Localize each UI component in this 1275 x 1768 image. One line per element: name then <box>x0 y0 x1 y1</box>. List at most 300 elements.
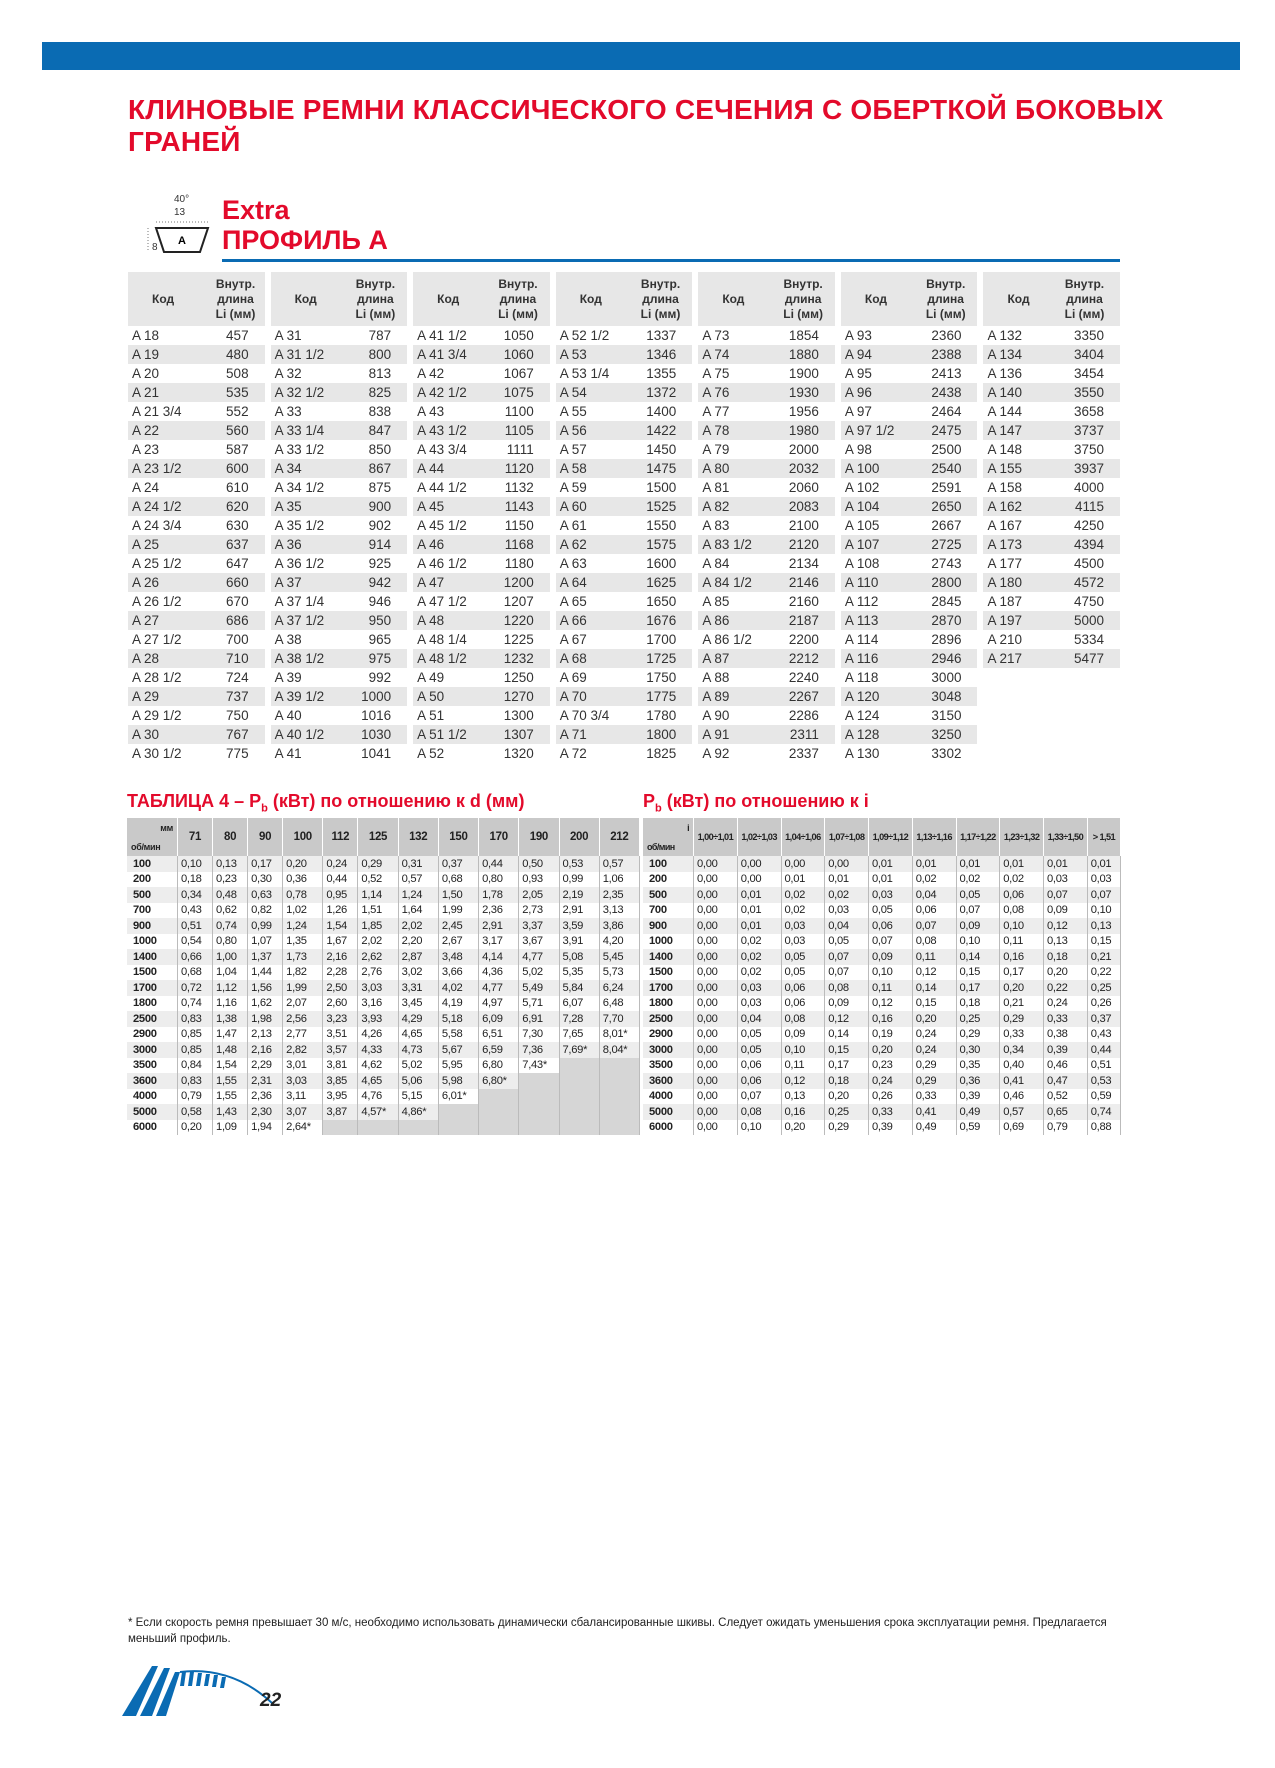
table-row <box>556 630 693 649</box>
page-number: 22 <box>260 1690 282 1711</box>
table-row <box>128 364 265 383</box>
belt-length: 1372 <box>629 383 693 402</box>
profile-title: ПРОФИЛЬ A <box>222 225 388 255</box>
power-value: 0,06 <box>737 1073 781 1089</box>
power-value: 0,40 <box>1000 1058 1044 1074</box>
belt-length: 1600 <box>646 556 677 571</box>
belt-code: A 75 <box>702 366 730 381</box>
length-column <box>841 272 978 763</box>
power-value: 2,28 <box>323 965 358 981</box>
power-value: 0,00 <box>694 996 738 1012</box>
power-value: 0,62 <box>213 903 248 919</box>
belt-length: 902 <box>368 518 392 533</box>
belt-code: A 70 <box>556 687 629 706</box>
belt-length: 2540 <box>914 459 978 478</box>
power-value: 0,29 <box>912 1058 956 1074</box>
power-value: 0,00 <box>694 1104 738 1120</box>
power-value: 0,24 <box>323 856 358 872</box>
belt-code: A 20 <box>132 366 160 381</box>
belt-length: 4572 <box>1049 573 1120 592</box>
belt-length: 552 <box>226 404 249 419</box>
belt-code: A 47 1/2 <box>417 594 467 609</box>
belt-code: A 46 1/2 <box>417 556 467 571</box>
power-value: 0,13 <box>781 1089 825 1105</box>
table-row <box>271 649 408 668</box>
belt-code: A 51 1/2 <box>413 725 486 744</box>
belt-code: A 57 <box>559 442 587 457</box>
power-value: 1,56 <box>248 980 283 996</box>
power-value: 5,06 <box>398 1073 438 1089</box>
table-row <box>556 364 693 383</box>
power-value: 0,26 <box>869 1089 913 1105</box>
table-row <box>128 668 265 687</box>
power-value: 1,14 <box>358 887 398 903</box>
table-row <box>271 554 408 573</box>
power-value: 0,06 <box>737 1058 781 1074</box>
belt-length: 3250 <box>914 725 978 744</box>
power-value: 0,00 <box>694 1027 738 1043</box>
power-value: 0,23 <box>213 872 248 888</box>
power-value: 0,20 <box>781 1120 825 1136</box>
belt-length: 1400 <box>646 404 677 419</box>
belt-length: 1030 <box>344 725 408 744</box>
power-value: 0,44 <box>479 856 519 872</box>
power-value: 5,98 <box>438 1073 478 1089</box>
power-value: 5,02 <box>398 1058 438 1074</box>
table-row <box>271 345 408 364</box>
table-row <box>556 326 693 345</box>
power-value: 0,11 <box>781 1058 825 1074</box>
table-row <box>556 497 693 516</box>
power-value: 0,34 <box>178 887 213 903</box>
power-value <box>599 1104 639 1120</box>
power-value: 3,45 <box>398 996 438 1012</box>
power-value: 0,11 <box>912 949 956 965</box>
power-value: 5,49 <box>519 980 559 996</box>
length-header-line: Li (мм) <box>215 306 256 321</box>
power-value: 2,13 <box>248 1027 283 1043</box>
belt-length: 2267 <box>771 687 835 706</box>
power-value: 2,76 <box>358 965 398 981</box>
power-value: 0,20 <box>912 1011 956 1027</box>
belt-code: A 76 <box>698 383 771 402</box>
power-value: 0,12 <box>869 996 913 1012</box>
power-value: 0,08 <box>912 934 956 950</box>
table-row <box>128 554 265 573</box>
belt-code: A 39 1/2 <box>271 687 344 706</box>
belt-code: A 82 <box>698 497 771 516</box>
belt-code: A 136 <box>987 366 1023 381</box>
table-row <box>698 573 835 592</box>
power-value: 0,52 <box>1044 1089 1088 1105</box>
power-value: 0,18 <box>825 1073 869 1089</box>
power-value <box>323 1120 358 1136</box>
power-value: 0,57 <box>398 872 438 888</box>
belt-length: 3658 <box>1074 404 1105 419</box>
power-value: 0,00 <box>694 949 738 965</box>
power-value: 0,99 <box>248 918 283 934</box>
power-value: 0,01 <box>1087 856 1120 872</box>
table-row <box>128 573 265 592</box>
belt-length: 1625 <box>629 573 693 592</box>
table-row <box>698 497 835 516</box>
table-row <box>556 592 693 611</box>
belt-length: 1956 <box>788 404 819 419</box>
column-header: 1,17÷1,22 <box>956 818 1000 856</box>
belt-code: A 41 <box>274 746 302 761</box>
rpm-value: 6000 <box>643 1120 694 1136</box>
table-row <box>413 478 550 497</box>
power-value: 0,01 <box>737 887 781 903</box>
belt-length: 3350 <box>1074 328 1105 343</box>
power-value: 2,73 <box>519 903 559 919</box>
belt-code: A 180 <box>983 573 1049 592</box>
belt-length: 5334 <box>1074 632 1105 647</box>
belt-code: A 83 <box>702 518 730 533</box>
power-value: 0,06 <box>1000 887 1044 903</box>
power-value: 3,67 <box>519 934 559 950</box>
table-row <box>271 687 408 706</box>
power-value: 1,48 <box>213 1042 248 1058</box>
table-row <box>983 478 1120 497</box>
table-row <box>413 573 550 592</box>
belt-length: 4750 <box>1074 594 1105 609</box>
power-value: 0,39 <box>869 1120 913 1136</box>
length-header <box>771 272 835 326</box>
belt-code: A 120 <box>841 687 914 706</box>
belt-length: 3550 <box>1049 383 1120 402</box>
table-row <box>698 592 835 611</box>
belt-code: A 29 1/2 <box>132 708 182 723</box>
table-row <box>698 440 835 459</box>
power-value <box>479 1089 519 1105</box>
power-value: 0,10 <box>869 965 913 981</box>
table-row <box>698 478 835 497</box>
belt-length: 2360 <box>931 328 962 343</box>
table-row <box>643 1104 1121 1120</box>
footnote: * Если скорость ремня превышает 30 м/с, необходимо использовать динамически сбалансированные шкивы. Следует ожидать уменьшения срока эксплуатации ремня. Предлагается меньший профиль. <box>128 1617 1107 1645</box>
power-value: 0,51 <box>178 918 213 934</box>
table-row <box>271 592 408 611</box>
power-value: 0,17 <box>248 856 283 872</box>
power-value: 7,30 <box>519 1027 559 1043</box>
power-value <box>599 1089 639 1105</box>
belt-length: 1346 <box>629 345 693 364</box>
power-value <box>519 1089 559 1105</box>
power-value: 0,59 <box>956 1120 1000 1136</box>
belt-code: A 84 1/2 <box>698 573 771 592</box>
table-row <box>983 421 1120 440</box>
power-value: 0,09 <box>956 918 1000 934</box>
power-value: 3,13 <box>599 903 639 919</box>
power-value: 0,06 <box>912 903 956 919</box>
belt-code: A 52 1/2 <box>559 328 610 343</box>
profile-width: 13 <box>174 207 186 218</box>
table-row <box>698 706 835 725</box>
power-value: 0,79 <box>178 1089 213 1105</box>
belt-length: 2475 <box>914 421 978 440</box>
table-row <box>841 535 978 554</box>
belt-length: 5477 <box>1049 649 1120 668</box>
power-value: 2,35 <box>599 887 639 903</box>
table-row <box>841 725 978 744</box>
power-value <box>479 1120 519 1136</box>
power-value: 6,51 <box>479 1027 519 1043</box>
rpm-value: 700 <box>643 903 694 919</box>
table-row <box>841 383 978 402</box>
column-header: 150 <box>438 818 478 856</box>
table-row <box>413 421 550 440</box>
table-row <box>556 744 693 763</box>
table-row <box>983 326 1120 345</box>
length-header-line: Внутр. <box>498 276 538 291</box>
power-value: 0,02 <box>737 949 781 965</box>
belt-code: A 69 <box>559 670 587 685</box>
belt-code: A 77 <box>702 404 730 419</box>
table-row <box>271 668 408 687</box>
power-value: 4,36 <box>479 965 519 981</box>
power-value: 1,43 <box>213 1104 248 1120</box>
power-value: 1,51 <box>358 903 398 919</box>
power-value: 2,91 <box>559 903 599 919</box>
belt-length: 1500 <box>646 480 677 495</box>
power-value: 0,22 <box>1044 980 1088 996</box>
section-divider <box>222 259 1120 262</box>
belt-length: 3454 <box>1074 366 1105 381</box>
belt-length: 750 <box>226 708 249 723</box>
rpm-value: 1400 <box>643 949 694 965</box>
power-value: 3,59 <box>559 918 599 934</box>
table-row <box>271 630 408 649</box>
belt-code: A 30 <box>128 725 207 744</box>
power-value: 0,38 <box>1044 1027 1088 1043</box>
power-value: 0,01 <box>1000 856 1044 872</box>
power-value: 0,82 <box>248 903 283 919</box>
rpm-value: 1800 <box>127 996 178 1012</box>
table-row <box>643 856 1121 872</box>
table-row <box>698 364 835 383</box>
table-row <box>413 459 550 478</box>
belt-code: A 29 <box>128 687 207 706</box>
belt-code: A 54 <box>556 383 629 402</box>
power-value: 0,05 <box>825 934 869 950</box>
unit-corner-header <box>643 818 694 856</box>
power-value: 0,49 <box>912 1120 956 1136</box>
table-row <box>556 649 693 668</box>
table-row <box>271 497 408 516</box>
power-value: 4,65 <box>398 1027 438 1043</box>
table-row <box>127 1089 640 1105</box>
power-value: 8,01* <box>599 1027 639 1043</box>
belt-length: 847 <box>344 421 408 440</box>
table-row <box>643 1089 1121 1105</box>
belt-length: 1700 <box>646 632 677 647</box>
belt-length: 3404 <box>1049 345 1120 364</box>
power-value <box>559 1104 599 1120</box>
power-value: 0,03 <box>737 980 781 996</box>
belt-code: A 116 <box>841 649 914 668</box>
power-value: 0,31 <box>398 856 438 872</box>
table-row <box>698 630 835 649</box>
belt-length: 1075 <box>486 383 550 402</box>
length-header-line: Внутр. <box>640 276 681 291</box>
rpm-value: 1700 <box>643 980 694 996</box>
belt-length: 2388 <box>914 345 978 364</box>
length-header-line: длина <box>784 291 822 306</box>
belt-length: 686 <box>207 611 265 630</box>
belt-code: A 35 <box>271 497 344 516</box>
table-row <box>556 345 693 364</box>
belt-length: 1475 <box>629 459 693 478</box>
belt-code: A 132 <box>987 328 1023 343</box>
belt-length: 2160 <box>788 594 819 609</box>
table-row <box>556 573 693 592</box>
length-header-line: длина <box>1066 291 1103 306</box>
rpm-value: 500 <box>127 887 178 903</box>
power-value: 1,62 <box>248 996 283 1012</box>
power-value: 3,31 <box>398 980 438 996</box>
power-value: 0,20 <box>178 1120 213 1136</box>
column-header: 1,33÷1,50 <box>1044 818 1088 856</box>
belt-code: A 28 <box>128 649 207 668</box>
belt-code: A 167 <box>987 518 1023 533</box>
power-value: 0,07 <box>912 918 956 934</box>
belt-code: A 94 <box>841 345 914 364</box>
table-row <box>698 535 835 554</box>
table-row <box>983 516 1120 535</box>
table-row <box>271 383 408 402</box>
belt-code: A 38 <box>274 632 302 647</box>
table-row <box>983 440 1120 459</box>
length-header-line: длина <box>927 291 964 306</box>
belt-length: 4394 <box>1049 535 1120 554</box>
power-value: 4,77 <box>479 980 519 996</box>
power-value: 0,15 <box>912 996 956 1012</box>
power-value: 2,77 <box>283 1027 323 1043</box>
power-value: 4,73 <box>398 1042 438 1058</box>
belt-code: A 217 <box>983 649 1049 668</box>
power-value: 4,76 <box>358 1089 398 1105</box>
table-row <box>841 744 978 763</box>
belt-code: A 56 <box>556 421 629 440</box>
power-value: 6,91 <box>519 1011 559 1027</box>
belt-code: A 32 <box>274 366 302 381</box>
power-value: 1,73 <box>283 949 323 965</box>
power-value: 0,21 <box>1087 949 1120 965</box>
table-row <box>127 1073 640 1089</box>
power-value: 3,85 <box>323 1073 358 1089</box>
power-value: 0,25 <box>1087 980 1120 996</box>
belt-code: A 37 1/2 <box>271 611 344 630</box>
belt-length: 5000 <box>1049 611 1120 630</box>
table-row <box>127 918 640 934</box>
rpm-value: 3600 <box>643 1073 694 1089</box>
table-row <box>643 965 1121 981</box>
power-value: 0,46 <box>1044 1058 1088 1074</box>
power-value: 1,54 <box>213 1058 248 1074</box>
table-row <box>128 611 265 630</box>
rpm-value: 2500 <box>127 1011 178 1027</box>
rpm-value: 1500 <box>643 965 694 981</box>
power-value: 1,82 <box>283 965 323 981</box>
table-row <box>643 949 1121 965</box>
brand-name: Extra <box>222 195 290 225</box>
table-row <box>127 903 640 919</box>
power-value: 0,51 <box>1087 1058 1120 1074</box>
power-value: 0,07 <box>1087 887 1120 903</box>
table-row <box>413 592 550 611</box>
power-value: 2,91 <box>479 918 519 934</box>
table-row <box>983 459 1120 478</box>
power-value: 0,00 <box>694 965 738 981</box>
power-value: 0,00 <box>694 903 738 919</box>
belt-code: A 49 <box>417 670 445 685</box>
belt-code: A 37 <box>271 573 344 592</box>
table-row <box>698 402 835 421</box>
power-value: 0,02 <box>737 934 781 950</box>
belt-length: 1220 <box>486 611 550 630</box>
belt-length: 1307 <box>486 725 550 744</box>
power-value: 0,12 <box>1044 918 1088 934</box>
belt-length: 2032 <box>771 459 835 478</box>
table-row <box>556 459 693 478</box>
table-row <box>698 687 835 706</box>
code-header: Код <box>556 272 629 326</box>
table-row <box>841 402 978 421</box>
belt-code: A 66 <box>556 611 629 630</box>
table-row <box>271 364 408 383</box>
table-row <box>128 516 265 535</box>
table-row <box>128 459 265 478</box>
power-value: 0,29 <box>956 1027 1000 1043</box>
power-value: 0,08 <box>737 1104 781 1120</box>
table-row <box>841 687 978 706</box>
belt-code: A 86 <box>698 611 771 630</box>
power-value: 0,03 <box>781 918 825 934</box>
power-value: 7,43* <box>519 1058 559 1074</box>
belt-code: A 130 <box>844 746 880 761</box>
code-header: Код <box>841 272 914 326</box>
belt-code: A 48 1/4 <box>417 632 467 647</box>
power-value: 0,06 <box>781 980 825 996</box>
belt-code: A 134 <box>983 345 1049 364</box>
belt-code: A 19 <box>128 345 207 364</box>
belt-code: A 22 <box>128 421 207 440</box>
belt-code: A 100 <box>841 459 914 478</box>
belt-length: 2870 <box>914 611 978 630</box>
power-value: 0,01 <box>825 872 869 888</box>
power-value: 5,84 <box>559 980 599 996</box>
power-value <box>599 1073 639 1089</box>
table-row <box>271 478 408 497</box>
power-value: 0,09 <box>825 996 869 1012</box>
belt-length: 1111 <box>506 442 534 457</box>
power-value: 1,55 <box>213 1073 248 1089</box>
power-value: 3,03 <box>358 980 398 996</box>
table-row <box>643 1073 1121 1089</box>
belt-length: 1105 <box>486 421 550 440</box>
column-header: 1,07÷1,08 <box>825 818 869 856</box>
power-value: 4,20 <box>599 934 639 950</box>
table-row <box>271 459 408 478</box>
length-column <box>556 272 693 763</box>
power-value: 0,07 <box>737 1089 781 1105</box>
table-row <box>271 326 408 345</box>
belt-code: A 144 <box>987 404 1023 419</box>
power-value: 3,91 <box>559 934 599 950</box>
power-value: 0,17 <box>1000 965 1044 981</box>
belt-length: 850 <box>368 442 392 457</box>
